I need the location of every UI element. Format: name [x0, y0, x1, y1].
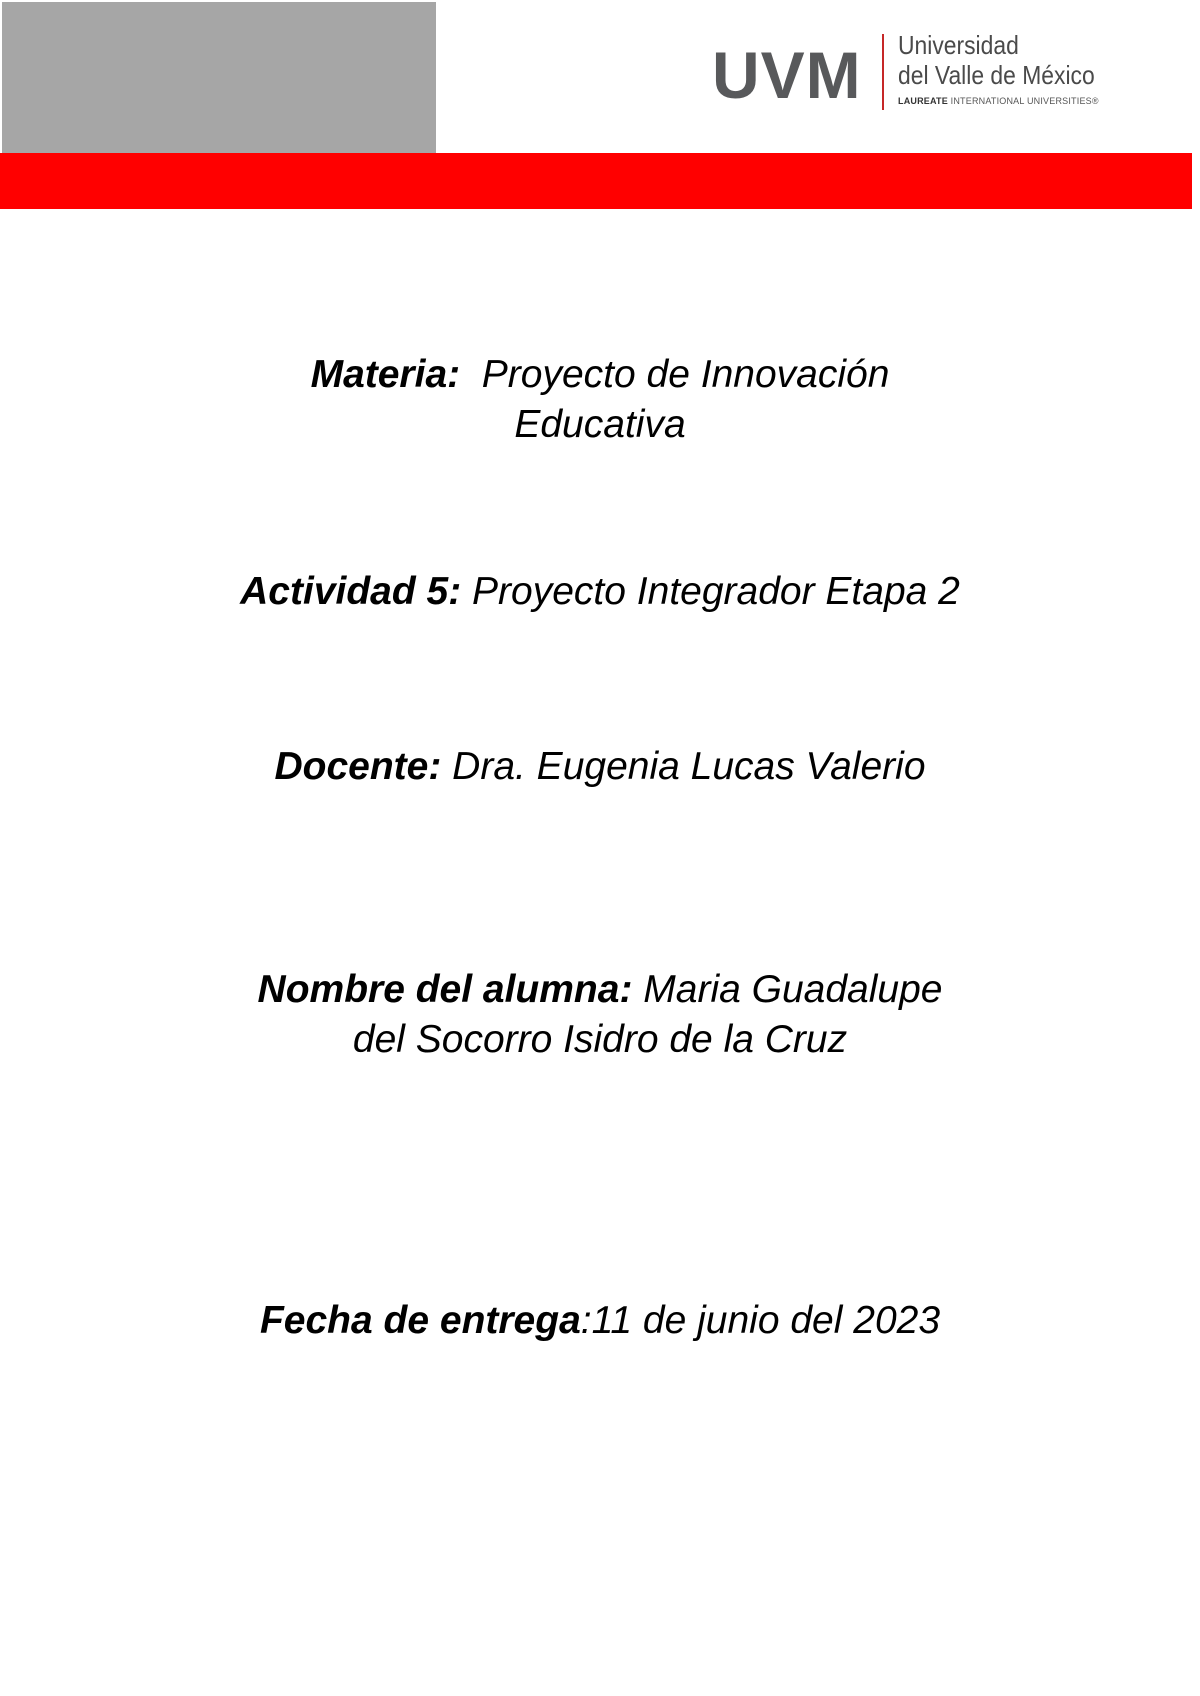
logo-university-name: [898, 30, 1095, 90]
nombre-field: [100, 965, 1100, 1065]
nombre-value-line1: Maria Guadalupe: [643, 968, 943, 1011]
logo-name-line2: del Valle de México: [898, 60, 1095, 90]
actividad-label: Actividad 5:: [240, 570, 462, 613]
logo-tagline: [898, 96, 1099, 106]
docente-field: [100, 742, 1100, 792]
logo-tagline-bold: LAUREATE: [898, 96, 948, 106]
fecha-label: Fecha de entrega: [259, 1299, 581, 1342]
nombre-value-line2: del Socorro Isidro de la Cruz: [352, 1018, 848, 1061]
materia-value-line2: Educativa: [514, 403, 686, 446]
fecha-field: [100, 1296, 1100, 1346]
nombre-label: Nombre del alumna:: [257, 968, 633, 1011]
logo-name-line1: Universidad: [898, 30, 1019, 60]
fecha-value: :11 de junio del 2023: [580, 1299, 941, 1342]
logo-divider: [882, 34, 884, 110]
materia-field: [100, 350, 1100, 450]
docente-label: Docente:: [274, 745, 442, 788]
header-red-band: [0, 153, 1192, 209]
logo-tagline-rest: INTERNATIONAL UNIVERSITIES®: [950, 96, 1099, 106]
uvm-logo: [712, 28, 1112, 118]
actividad-field: [100, 567, 1100, 617]
materia-label: Materia:: [310, 353, 461, 396]
actividad-value: Proyecto Integrador Etapa 2: [472, 570, 960, 613]
docente-value: Dra. Eugenia Lucas Valerio: [452, 745, 926, 788]
header-gray-block: [2, 2, 436, 154]
materia-value-line1: Proyecto de Innovación: [481, 353, 890, 396]
logo-mark: UVM: [712, 38, 862, 112]
